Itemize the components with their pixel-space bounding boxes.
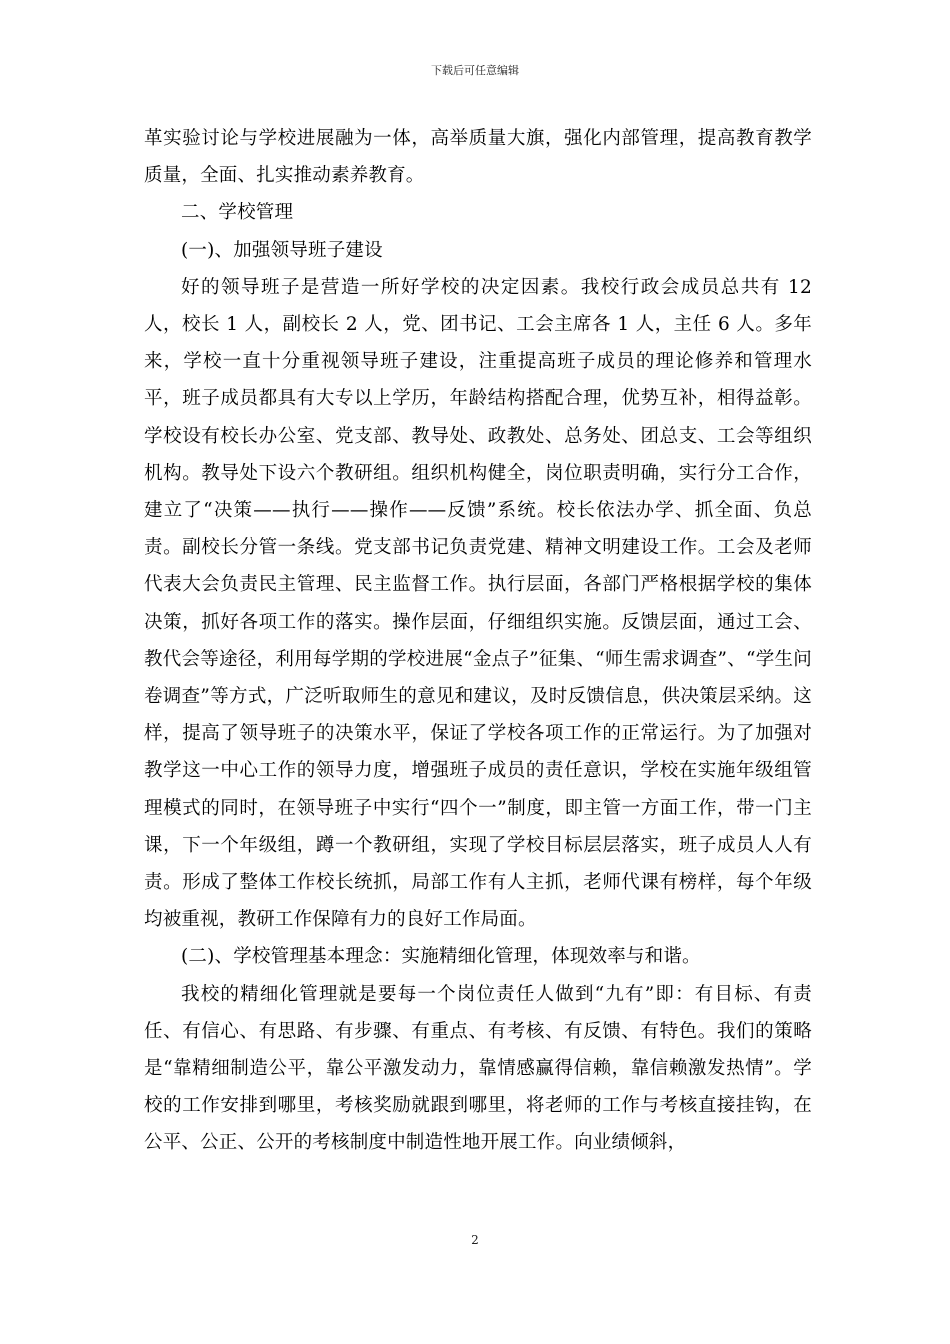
subsection-heading-leadership: (一)、加强领导班子建设: [181, 239, 383, 261]
paragraph-continuation: 革实验讨论与学校进展融为一体，高举质量大旗，强化内部管理，提高教育教学质量，全面、扎实推动素养教育。: [144, 128, 812, 187]
page-header: 下载后可任意编辑: [431, 64, 519, 77]
document-body: [144, 120, 812, 1162]
paragraph-refined-management: 我校的精细化管理就是要每一个岗位责任人做到“九有”即：有目标、有责任、有信心、有思路、有步骤、有重点、有考核、有反馈、有特色。我们的策略是“靠精细制造公平，靠公平激发动力，靠情感赢得信赖，靠信赖激发热情”。学校的工作安排到哪里，考核奖励就跟到哪里，将老师的工作与考核直接挂钩，在公平、公正、公开的考核制度中制造性地开展工作。向业绩倾斜，: [144, 983, 812, 1154]
section-heading-school-management: 二、学校管理: [181, 202, 294, 224]
paragraph-leadership: 好的领导班子是营造一所好学校的决定因素。我校行政会成员总共有 12 人，校长 1 人，副校长 2 人，党、团书记、工会主席各 1 人，主任 6 人。多年来，学校一直十分重视领导班子建设，注重提高班子成员的理论修养和管理水平，班子成员都具有大专以上学历，年龄结构搭配合理，优势互补，相得益彰。学校设有校长办公室、党支部、教导处、政教处、总务处、团总支、工会等组织机构。教导处下设六个教研组。组织机构健全，岗位职责明确，实行分工合作，建立了“决策——执行——操作——反馈”系统。校长依法办学、抓全面、负总责。副校长分管一条线。党支部书记负责党建、精神文明建设工作。工会及老师代表大会负责民主管理、民主监督工作。执行层面，各部门严格根据学校的集体决策，抓好各项工作的落实。操作层面，仔细组织实施。反馈层面，通过工会、教代会等途径，利用每学期的学校进展“金点子”征集、“师生需求调查”、“学生问卷调查”等方式，广泛听取师生的意见和建议，及时反馈信息，供决策层采纳。这样，提高了领导班子的决策水平，保证了学校各项工作的正常运行。为了加强对教学这一中心工作的领导力度，增强班子成员的责任意识，学校在实施年级组管理模式的同时，在领导班子中实行“四个一”制度，即主管一方面工作，带一门主课，下一个年级组，蹲一个教研组，实现了学校目标层层落实，班子成员人人有责。形成了整体工作校长统抓，局部工作有人主抓，老师代课有榜样，每个年级均被重视，教研工作保障有力的良好工作局面。: [144, 276, 812, 931]
page-number: 2: [471, 1233, 479, 1247]
subsection-heading-management-concept: (二)、学校管理基本理念：实施精细化管理，体现效率与和谐。: [181, 946, 701, 968]
